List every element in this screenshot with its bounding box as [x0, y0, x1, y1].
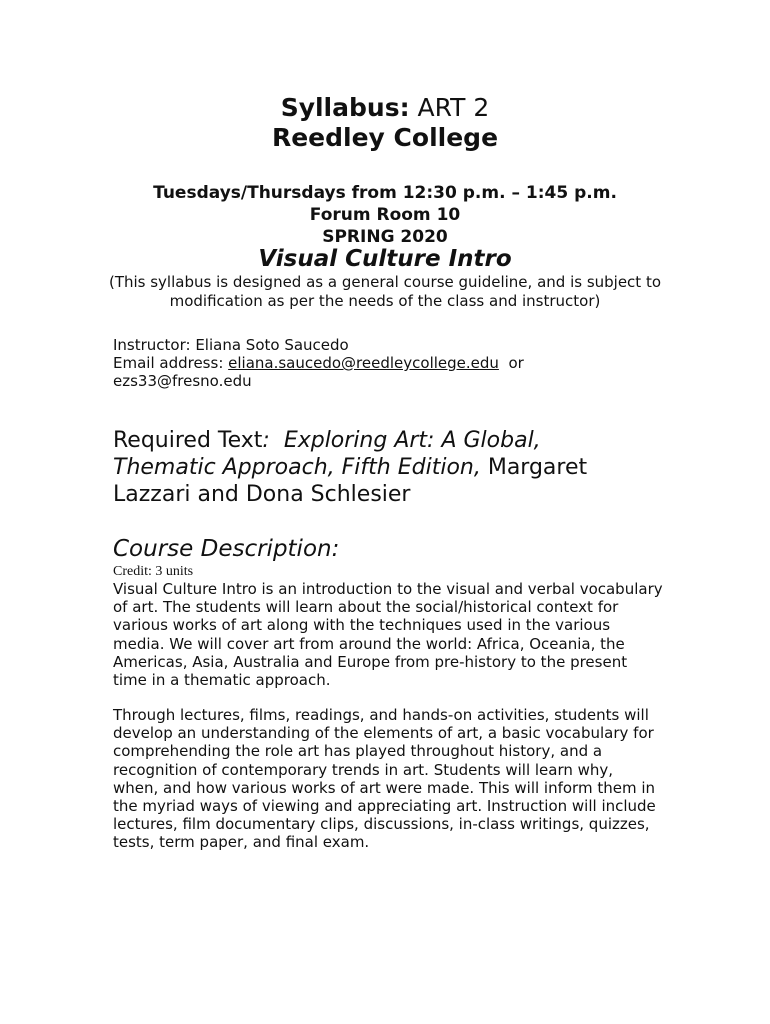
- description-paragraph-1: Visual Culture Intro is an introduction to the visual and verbal vocabulary of art. The students will learn about the social/historical context for various works of art along with the techniques used in the various media. We will cover art from around the world: Africa, Oceania, the Americas, Asia, Australia and Europe from pre-history to the present time in a thematic approach.: [113, 580, 663, 690]
- email-separator: or: [498, 354, 524, 372]
- course-title: Visual Culture Intro: [258, 246, 512, 272]
- disclaimer-note: (This syllabus is designed as a general course guideline, and is subject to modification as per the needs of the class and instructor): [108, 273, 662, 310]
- college-name: Reedley College: [271, 123, 499, 152]
- page-title: [0, 92, 770, 124]
- description-paragraph-2: Through lectures, films, readings, and hands-on activities, students will develop an understanding of the elements of art, a basic vocabulary for comprehending the role art has played throughout history, and a recognition of contemporary trends in art. Students will learn why, when, and how various works of art were made. This will inform them in the myriad ways of viewing and appreciating art. Instruction will include lectures, film documentary clips, discussions, in-class writings, quizzes, tests, term paper, and final exam.: [113, 706, 656, 852]
- email-link-primary[interactable]: eliana.saucedo@reedleycollege.edu: [228, 354, 499, 372]
- class-schedule: Tuesdays/Thursdays from 12:30 p.m. – 1:45 p.m.: [153, 183, 617, 203]
- required-text: [113, 427, 623, 508]
- term: SPRING 2020: [322, 227, 448, 247]
- syllabus-label: Syllabus:: [280, 93, 410, 122]
- instructor-line: Instructor: Eliana Soto Saucedo: [113, 336, 349, 354]
- required-text-colon: :: [262, 428, 284, 453]
- course-code: ART 2: [409, 93, 490, 122]
- email-secondary: ezs33@fresno.edu: [113, 372, 252, 390]
- credit-units: Credit: 3 units: [113, 564, 194, 579]
- email-label: Email address:: [113, 354, 229, 372]
- book-authors: Margaret Lazzari and Dona Schlesier: [113, 455, 588, 507]
- book-title: Exploring Art: A Global, Thematic Approach, Fifth Edition,: [113, 428, 541, 480]
- email-line: [113, 354, 673, 372]
- class-room: Forum Room 10: [309, 205, 461, 225]
- required-text-label: Required Text: [113, 428, 263, 453]
- course-description-heading: Course Description:: [113, 536, 340, 562]
